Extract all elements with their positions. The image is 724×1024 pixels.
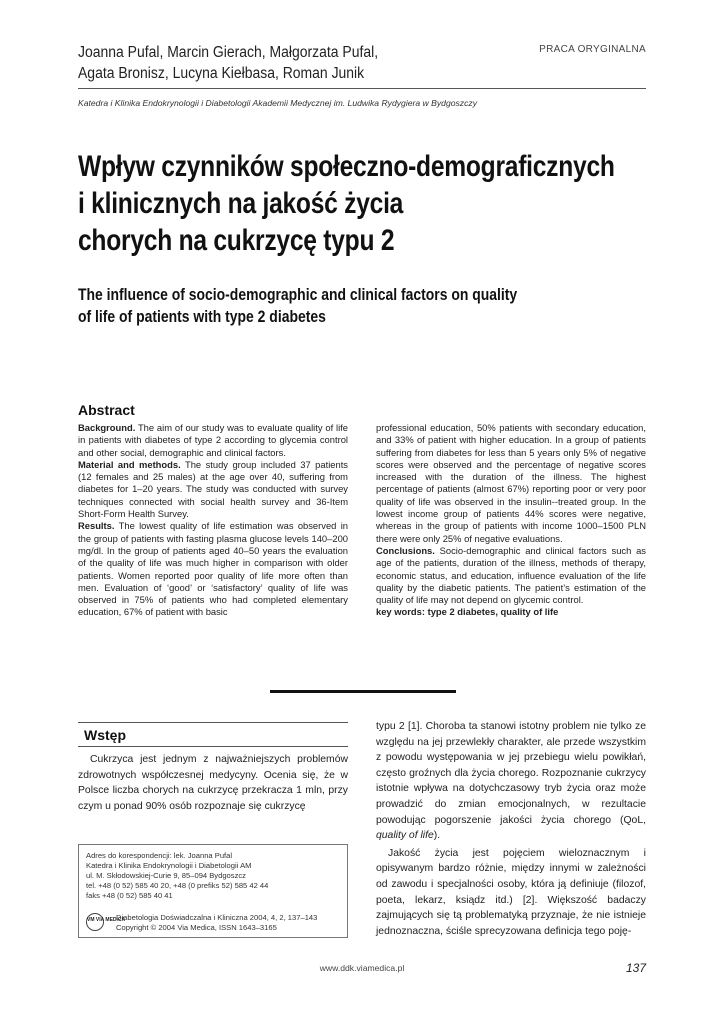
conclusions-text: Socio-demographic and clinical factors such as age of the patients, duration of the illness, methods of therapy, economic status, and education, influence evaluation of the life quality by the diabetic patients. The patient’s estimation of the quality of life may not depend on glycemic control. [376,544,646,606]
article-type-label: PRACA ORYGINALNA [539,44,646,55]
abstract-results-continued: professional education, 50% patients with secondary education, and 33% of patient with higher education. In a group of patients suffering from diabetes for less than 5 years only 5% of negative scores were observed and the percentage of negative scores increased with the duration of the illness. The highest percentage of patients (almost 67%) reporting poor or very poor quality of life was observed in the insulin--treated group. In the lowest income group of patients 44% scores were negative, whereas in the group of patients with income 1000–1500 PLN there were only 25% of negative evaluations. [376,422,646,544]
intro-p1-text: typu 2 [1]. Choroba ta stanowi istotny problem nie tylko ze względu na jej przewlekły charakter, ale przede wszystkim z powodu występowania w jej przebiegu wielu powikłań, często groźnych dla życia chorego. Rozpoznanie cukrzycy istotnie wpływa na dotychczasowy tryb życia oraz może prowadzić do zmian emocjonalnych, w rezultacie powodując pogorszenie jakości życia chorego (QoL, [376,721,646,826]
author-list [78,42,456,84]
methods-text: The study group included 37 patients (12 females and 25 males) at the age over 40, suffering from diabetes for 1–20 years. The study was conducted with survey techniques connected with social health survey and 36-Item Short-Form Health Survey. [78,458,348,520]
title-line-3: chorych na cukrzycę typu 2 [78,224,395,257]
abstract-results [78,520,348,618]
journal-info [86,913,317,933]
corr-line-2: Katedra i Klinika Endokrynologii i Diabetologii AM [86,861,252,870]
title-line-1: Wpływ czynników społeczno-demograficznych [78,150,615,183]
results-label: Results. [78,520,115,532]
subtitle-line-1: The influence of socio-demographic and clinical factors on quality [78,285,518,304]
article-title [78,148,615,259]
results-text: The lowest quality of life estimation was observed in the group of patients with fasting plasma glucose levels 140–200 mg/dl. In the group of patients aged 40–50 years the evaluation of the quality of life was much higher in comparison with older patients. Women reported poor quality of life more often than men. Evaluation of ‘good’ or ‘satisfactory’ quality of life was observed in 75% of patients who had completed elementary education, 67% of patient with basic [78,520,348,618]
section-separator [270,690,456,693]
authors-line-1: Joanna Pufal, Marcin Gierach, Małgorzata Pufal, [78,44,379,61]
abstract-column-right [376,422,646,619]
abstract-background [78,422,348,459]
conclusions-label: Conclusions. [376,544,435,556]
affiliation: Katedra i Klinika Endokrynologii i Diabetologii Akademii Medycznej im. Ludwika Rydygiera w Bydgoszczy [78,98,477,108]
journal-citation: Diabetologia Doświadczalna i Kliniczna 2004, 4, 2, 137–143 [116,913,318,922]
intro-heading: Wstęp [84,727,126,743]
intro-paragraph-2: Jakość życia jest pojęciem wieloznacznym i opisywanym bardzo różnie, między innymi w zależności od zawodu i specjalności osoby, która ją definiuje (filozof, poeta, lekarz, ksiądz itd.) [2]. Większość badaczy zajmujących się tą problematyką przyznaje, że nie istnieje jednoznaczna, ściśle sprecyzowana definicja tego poję- [376,847,646,937]
page-number: 137 [625,961,646,975]
methods-label: Material and methods. [78,458,181,470]
background-label: Background. [78,422,136,433]
abstract-methods [78,459,348,520]
intro-p1-end: ). [433,830,441,842]
corr-line-1: Adres do korespondencji: lek. Joanna Pufal [86,851,233,860]
abstract-heading: Abstract [78,402,135,418]
intro-left-paragraph: Cukrzyca jest jednym z najważniejszych problemów zdrowotnych współczesnej medycyny. Ocenia się, że w Polsce liczba chorych na cukrzycę przekracza 1 mln, przy czym u ponad 90% osób rozpoznaje się cukrzycę [78,754,348,812]
abstract-conclusions [376,545,646,606]
keywords: key words: type 2 diabetes, quality of life [376,606,559,618]
corr-line-5: faks +48 (0 52) 585 40 41 [86,891,173,900]
subtitle-line-2: of life of patients with type 2 diabetes [78,307,326,326]
corr-line-4: tel. +48 (0 52) 585 40 20, +48 (0 prefiks 52) 585 42 44 [86,881,269,890]
authors-line-2: Agata Bronisz, Lucyna Kiełbasa, Roman Junik [78,65,365,82]
intro-paragraph-1 [376,719,646,844]
journal-url: www.ddk.viamedica.pl [319,963,405,973]
correspondence-box [78,844,348,938]
journal-copyright: Copyright © 2004 Via Medica, ISSN 1643–3165 [116,923,277,932]
intro-p1-italic: quality of life [376,830,434,842]
intro-heading-box [78,722,348,747]
intro-right-column [376,719,646,939]
title-line-2: i klinicznych na jakość życia [78,187,404,220]
corr-line-3: ul. M. Skłodowskiej-Curie 9, 85–094 Bydgoszcz [86,871,246,880]
via-medica-logo-icon: VM VIA MEDICA [86,913,104,931]
english-title [78,284,570,328]
abstract-column-left [78,422,348,619]
background-text: The aim of our study was to evaluate quality of life in patients with diabetes of type 2 according to glycemia control and other social, demographic and clinical factors. [78,422,348,458]
header-rule [78,88,646,89]
